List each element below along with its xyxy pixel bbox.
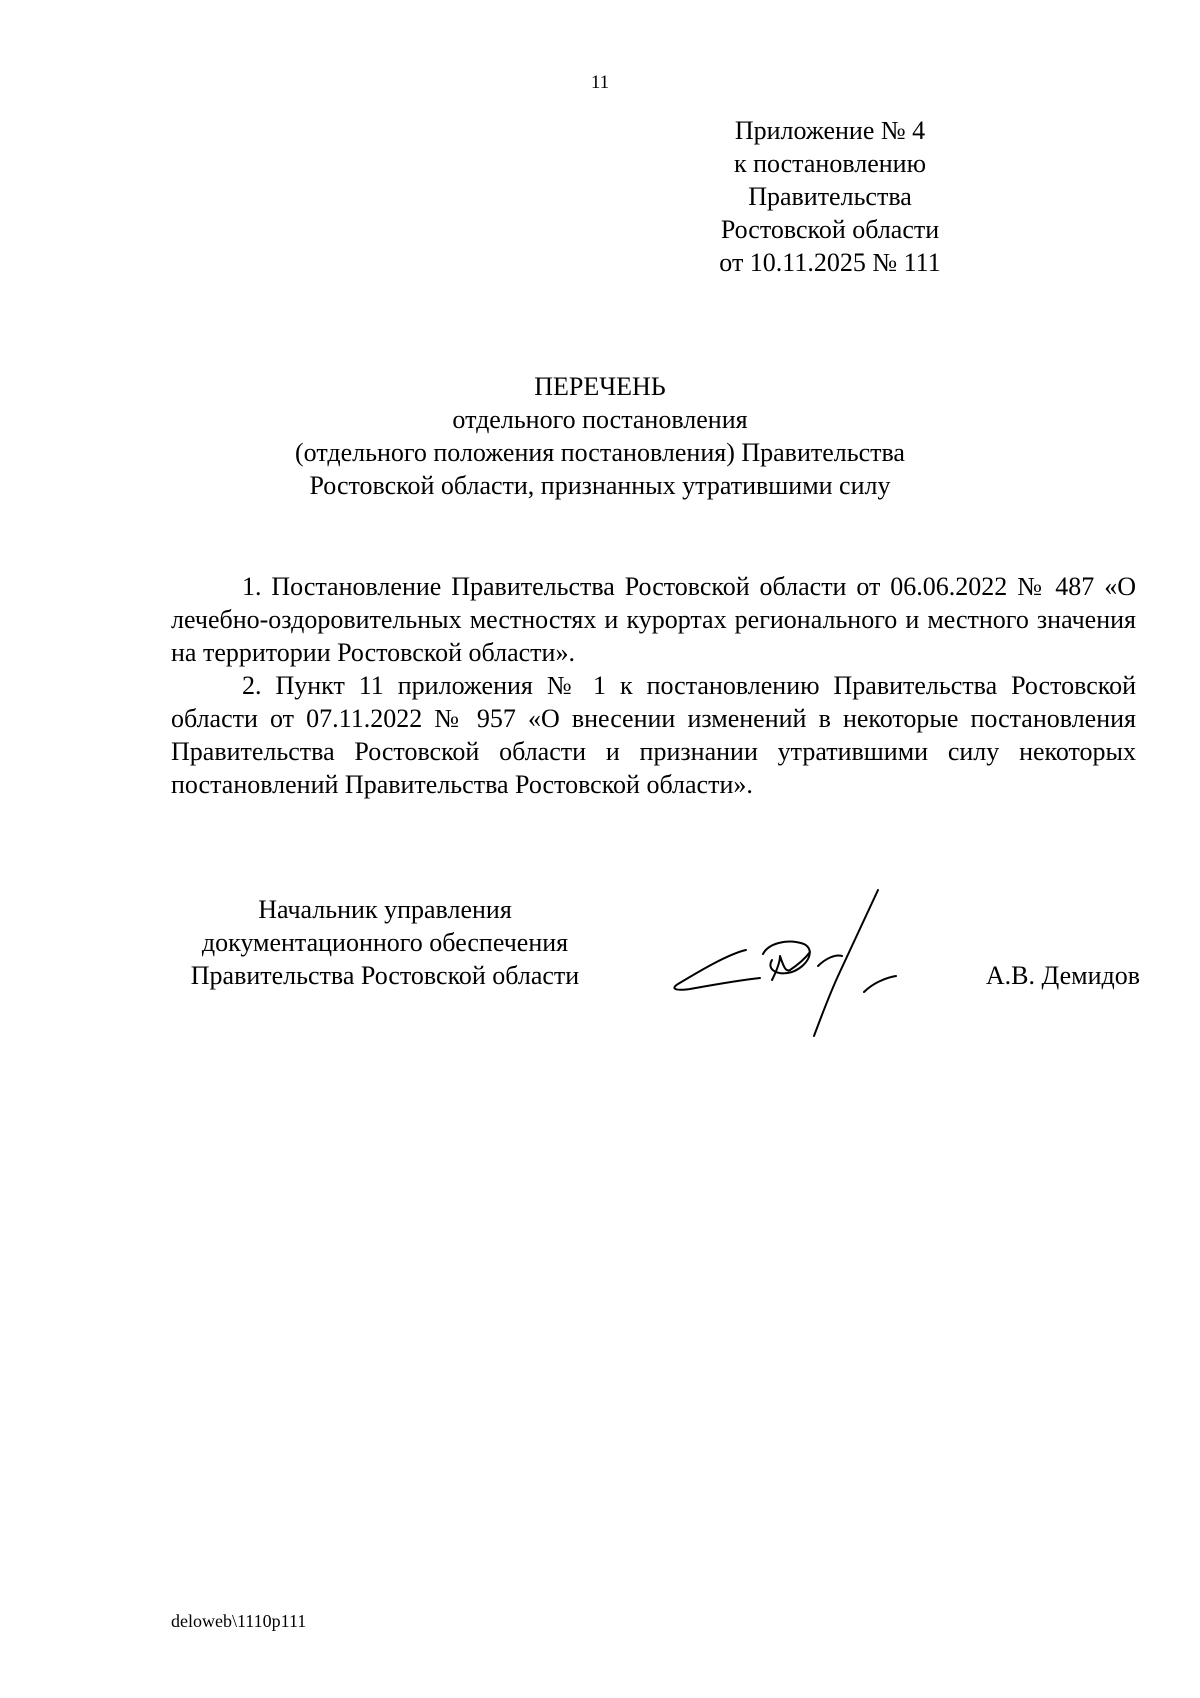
appendix-line: от 10.11.2025 № 111 (719, 248, 941, 277)
title-line: (отдельного положения постановления) Правительства (295, 438, 905, 467)
signer-position (170, 893, 600, 992)
list-item: 2. Пункт 11 приложения № 1 к постановлению Правительства Ростовской области от 07.11.2022 № 957 «О внесении изменений в некоторые постановления Правительства Ростовской области и признании утратившими силу некоторых постановлений Правительства Ростовской области». (171, 671, 1136, 799)
page-number: 11 (590, 72, 610, 93)
list-item: 1. Постановление Правительства Ростовской области от 06.06.2022 № 487 «О лечебно-оздоровительных местностях и курортах регионального и местного значения на территории Ростовской области». (171, 572, 1136, 667)
signer-position-line: Правительства Ростовской области (190, 961, 580, 990)
document-title (0, 370, 1200, 502)
file-reference: deloweb\1110p111 (171, 1611, 307, 1631)
appendix-line: Приложение № 4 (734, 116, 926, 145)
appendix-line: к постановлению (733, 149, 927, 178)
handwritten-signature (668, 880, 958, 1050)
appendix-line: Ростовской области (720, 215, 940, 244)
signer-name: А.В. Демидов (985, 961, 1140, 990)
title-line: отдельного постановления (452, 405, 748, 434)
signer-position-line: Начальник управления (258, 895, 512, 924)
title-heading: ПЕРЕЧЕНЬ (534, 372, 666, 401)
title-line: Ростовской области, признанных утратившими силу (309, 471, 891, 500)
document-body (171, 570, 1136, 801)
appendix-header (680, 114, 980, 279)
appendix-line: Правительства (748, 182, 912, 211)
signer-position-line: документационного обеспечения (201, 928, 569, 957)
